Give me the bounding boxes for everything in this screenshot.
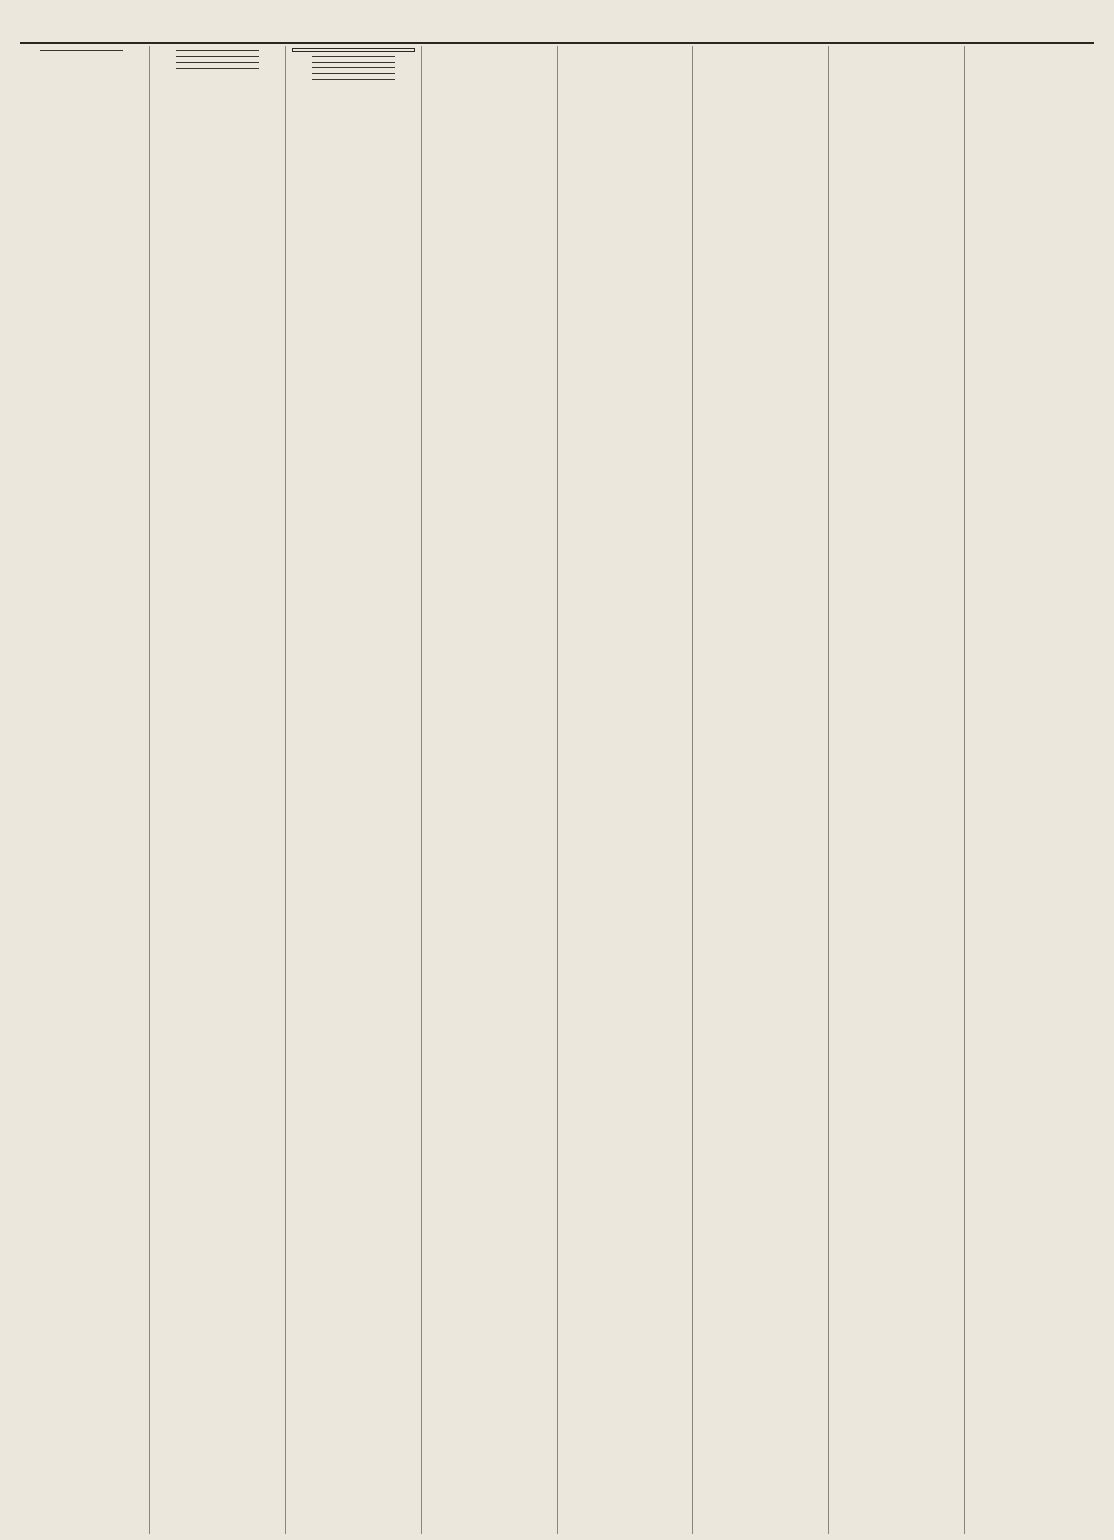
divider (312, 79, 395, 80)
divider (312, 62, 395, 63)
column-3 (285, 46, 421, 1534)
divider (312, 56, 395, 57)
column-7 (828, 46, 964, 1534)
divider (312, 67, 395, 68)
divider (176, 68, 259, 69)
column-4 (421, 46, 557, 1534)
divider (176, 50, 259, 51)
column-5 (557, 46, 693, 1534)
column-6 (692, 46, 828, 1534)
column-1 (20, 46, 149, 1534)
column-8 (964, 46, 1100, 1534)
columns (20, 46, 1100, 1534)
column-2 (149, 46, 285, 1534)
section-banner (292, 48, 415, 52)
divider (176, 62, 259, 63)
divider (40, 50, 123, 51)
masthead (20, 8, 1094, 44)
divider (312, 73, 395, 74)
divider (176, 56, 259, 57)
